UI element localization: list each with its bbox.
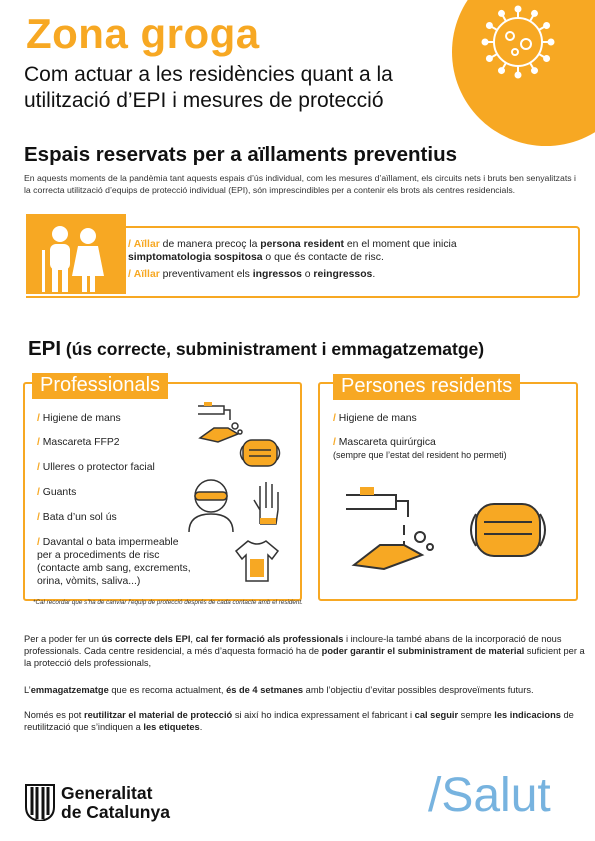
professionals-item: / Mascareta FFP2	[37, 437, 120, 448]
equipment-change-note: *Cal recordar que s’ha de canviar l’equip de protecció després de cada contacte amb el resident.	[33, 599, 303, 606]
professionals-label: Professionals	[32, 373, 168, 399]
mask-icon	[462, 492, 554, 572]
generalitat-name: Generalitat de Catalunya	[61, 783, 170, 822]
residents-item: / Mascareta quirúrgica (sempre que l’estat del resident ho permeti)	[333, 437, 507, 460]
glove-icon	[250, 480, 286, 526]
isolation-bullet-1: / Aïllar de manera precoç la persona resident en el moment que inicia simptomatologia sospitosa o que és contacte de risc.	[128, 239, 457, 263]
isolation-bullet-2: / Aïllar preventivament els ingressos o reingressos.	[128, 269, 376, 280]
goggles-person-icon	[183, 474, 239, 534]
professionals-item: / Bata d’un sol ús	[37, 512, 117, 523]
professionals-item: / Guants	[37, 487, 77, 498]
professionals-item: / Davantal o bata impermeable per a procediments de risc (contacte amb sang, excrements, orina, vòmits, saliva...)	[37, 537, 191, 587]
page-title: Zona groga	[26, 10, 260, 57]
virus-icon	[468, 4, 568, 104]
residents-label: Persones residents	[333, 374, 520, 400]
section-isolation-body: En aquests moments de la pandèmia tant aquests espais d’ús individual, com les mesures d’aïllament, els circuits nets i bruts ben senyalitzats i la correcta utilització d’equips de protecció individual (EPI), són imprescindibles per a contenir els brots als centres residencials.	[24, 173, 576, 195]
paragraph-storage: L’emmagatzematge que es recoma actualment, és de 4 setmanes amb l’objectiu d’evitar possibles desproveïments futurs.	[24, 685, 534, 695]
elderly-couple-panel	[26, 214, 126, 294]
section-isolation-title: Espais reservats per a aïllaments preventius	[24, 143, 458, 166]
salut-logo: /Salut	[428, 769, 551, 822]
generalitat-logo-icon	[24, 783, 56, 821]
handwashing-icon	[340, 485, 450, 580]
professionals-item: / Higiene de mans	[37, 413, 121, 424]
professionals-item: / Ulleres o protector facial	[37, 462, 155, 473]
page-subtitle: Com actuar a les residències quant a la utilització d’EPI i mesures de protecció	[24, 63, 393, 112]
section-epi-title: EPI (ús correcte, subministrament i emmagatzematge)	[28, 337, 485, 360]
mask-icon	[237, 434, 283, 474]
gown-icon	[234, 537, 280, 585]
elderly-couple-icon	[26, 214, 126, 294]
paragraph-reuse: Només es pot reutilitzar el material de protecció si així ho indica expressament el fabricant i cal seguir sempre les indicacions de reutilització que s’indiquen a les etiquetes.	[24, 710, 574, 732]
residents-item: / Higiene de mans	[333, 413, 417, 424]
paragraph-training: Per a poder fer un ús correcte dels EPI, cal fer formació als professionals i incloure-la també abans de la incorporació de nous professionals. Cada centre residencial, a més d’aquesta formació ha de poder garantir el subministrament de material suficient per a la protecció dels professionals,	[24, 634, 585, 668]
